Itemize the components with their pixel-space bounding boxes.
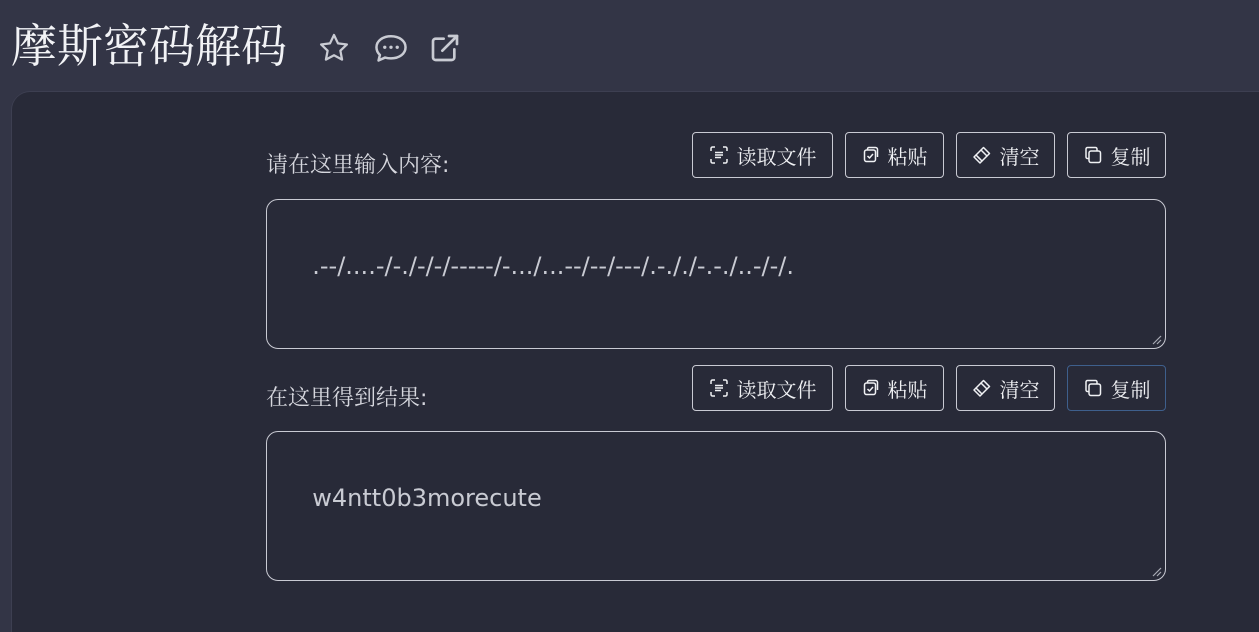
brush-icon — [972, 378, 992, 398]
read-file-label: 读取文件 — [736, 144, 817, 169]
clear-button[interactable] — [956, 132, 1055, 178]
clear-button[interactable] — [956, 365, 1055, 411]
read-file-button[interactable] — [692, 132, 833, 178]
input-label: 请在这里输入内容: — [266, 153, 450, 178]
scan-file-icon — [709, 378, 729, 398]
input-textarea[interactable] — [266, 199, 1166, 349]
paste-label: 粘贴 — [887, 144, 928, 169]
star-icon[interactable] — [316, 30, 352, 66]
external-link-icon[interactable] — [427, 30, 463, 66]
clear-label: 清空 — [999, 144, 1040, 169]
paste-button[interactable] — [845, 365, 944, 411]
paste-icon — [862, 379, 880, 397]
read-file-label: 读取文件 — [736, 377, 817, 402]
paste-icon — [862, 146, 880, 164]
output-textarea[interactable] — [266, 431, 1166, 581]
copy-label: 复制 — [1110, 377, 1151, 402]
page-title: 摩斯密码解码 — [11, 19, 287, 73]
copy-label: 复制 — [1110, 144, 1151, 169]
copy-icon — [1083, 145, 1103, 165]
clear-label: 清空 — [999, 377, 1040, 402]
output-label: 在这里得到结果: — [266, 386, 428, 411]
paste-button[interactable] — [845, 132, 944, 178]
scan-file-icon — [709, 145, 729, 165]
comment-icon[interactable] — [373, 30, 409, 66]
resize-handle-icon[interactable] — [1150, 565, 1162, 577]
output-value: w4ntt0b3morecute — [312, 484, 542, 512]
resize-handle-icon[interactable] — [1150, 333, 1162, 345]
paste-label: 粘贴 — [887, 377, 928, 402]
header — [0, 0, 1259, 92]
brush-icon — [972, 145, 992, 165]
copy-button[interactable] — [1067, 365, 1166, 411]
copy-icon — [1083, 378, 1103, 398]
read-file-button[interactable] — [692, 365, 833, 411]
copy-button[interactable] — [1067, 132, 1166, 178]
input-value: .--/....-/-./-/-/-----/-.../...--/--/---/.-././-.-./..-/-/. — [312, 252, 794, 280]
